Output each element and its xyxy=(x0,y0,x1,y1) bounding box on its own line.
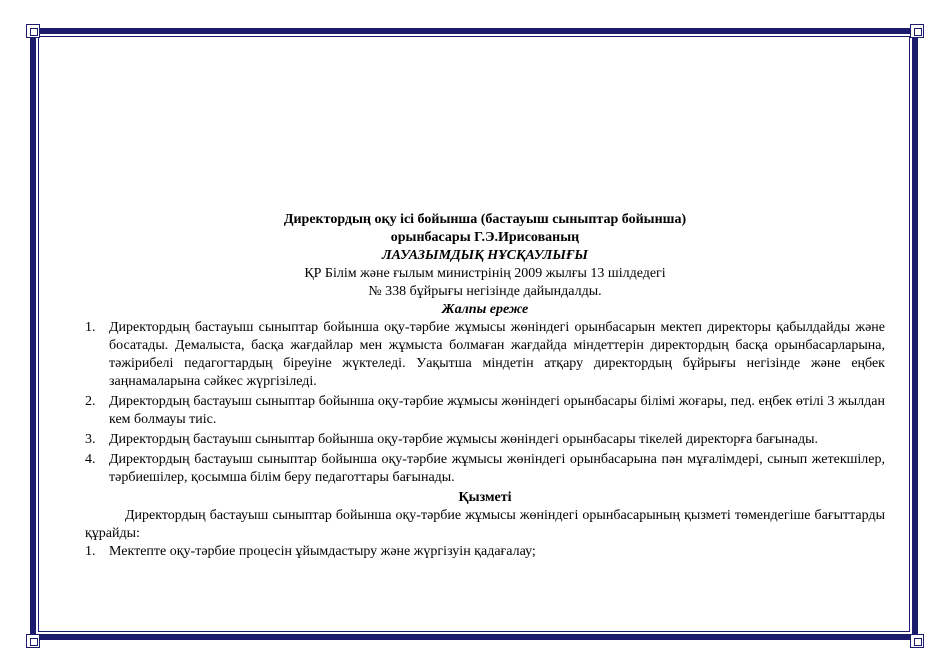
item-text: Директордың бастауыш сыныптар бойынша оқу-тәрбие жұмысы жөніндегі орынбасары тікелей директорға бағынады. xyxy=(109,432,819,447)
list-item xyxy=(85,431,885,449)
basis-line-2: № 338 бұйрығы негізінде дайындалды. xyxy=(368,284,602,299)
basis-line-1: ҚР Білім және ғылым министрінің 2009 жылғы 13 шілдедегі xyxy=(304,266,666,281)
item-number: 2. xyxy=(85,394,96,409)
title-line-1: Директордың оқу ісі бойынша (бастауыш сыныптар бойынша) xyxy=(283,212,687,227)
list-item xyxy=(85,319,885,391)
item-text: Директордың бастауыш сыныптар бойынша оқу-тәрбие жұмысы жөніндегі орынбасары білімі жоғары, пед. еңбек өтілі 3 жылдан кем болмауы тиіс. xyxy=(109,394,885,427)
list-item xyxy=(85,393,885,429)
item-number: 1. xyxy=(85,544,96,559)
list-item xyxy=(85,451,885,487)
document-type: ЛАУАЗЫМДЫҚ НҰСҚАУЛЫҒЫ xyxy=(382,248,588,263)
border-corner-ornament xyxy=(26,24,40,38)
border-corner-ornament xyxy=(910,24,924,38)
item-number: 4. xyxy=(85,452,96,467)
activity-intro: Директордың бастауыш сыныптар бойынша оқу-тәрбие жұмысы жөніндегі орынбасарының қызметі төмендегіше бағыттарды құрайды: xyxy=(85,508,885,541)
section-heading-activity: Қызметі xyxy=(458,490,512,505)
border-corner-ornament xyxy=(910,634,924,648)
item-text: Мектепте оқу-тәрбие процесін ұйымдастыру және жүргізуін қадағалау; xyxy=(109,544,536,559)
item-number: 1. xyxy=(85,320,96,335)
activity-list xyxy=(85,543,885,561)
border-corner-ornament xyxy=(26,634,40,648)
list-item xyxy=(85,543,885,561)
title-line-2: орынбасары Г.Э.Ирисованың xyxy=(390,230,580,245)
item-text: Директордың бастауыш сыныптар бойынша оқу-тәрбие жұмысы жөніндегі орынбасарын мектеп директоры қабылдайды және босатады. Демалыста, басқа жағдайлар мен жұмыста болмаған жағдайда міндеттерін директордың басқа орынбасарларына, тәжірибелі педагогтардың біреуіне жүктеледі. Уақытша міндетін атқару директордың бұйрығы негізінде және еңбек заңнамаларына сәйкес жүргізіледі. xyxy=(109,320,885,389)
section-heading-general: Жалпы ереже xyxy=(441,302,529,317)
document-body xyxy=(85,211,885,563)
general-provisions-list xyxy=(85,319,885,487)
item-number: 3. xyxy=(85,432,96,447)
item-text: Директордың бастауыш сыныптар бойынша оқу-тәрбие жұмысы жөніндегі орынбасарына пән мұғалімдері, сынып жетекшілер, тәрбиешілер, қосымша білім беру педаготтары бағынады. xyxy=(109,452,885,485)
